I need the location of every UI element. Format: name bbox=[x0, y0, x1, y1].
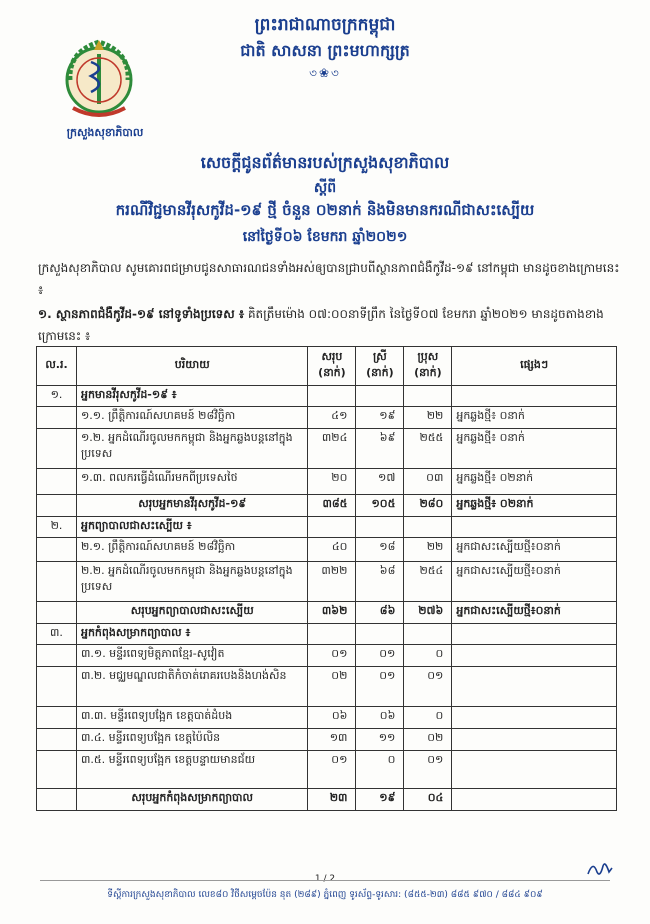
table-row bbox=[37, 562, 617, 602]
row-note: អ្នកឆ្លងថ្មី៖ ០២នាក់ bbox=[452, 495, 617, 517]
row-male: ២៨០ bbox=[404, 495, 452, 517]
row-male: ០៤ bbox=[404, 789, 452, 811]
row-note bbox=[452, 645, 617, 667]
row-female: ០១ bbox=[356, 667, 404, 707]
row-male bbox=[404, 517, 452, 538]
row-total bbox=[308, 386, 356, 407]
row-note: អ្នកជាសះស្បើយថ្មី៖០នាក់ bbox=[452, 562, 617, 602]
row-male: ២៥៤ bbox=[404, 562, 452, 602]
row-number bbox=[37, 602, 77, 624]
row-male bbox=[404, 624, 452, 645]
row-number bbox=[37, 469, 77, 495]
row-description: ១.៣. ពលករធ្វើដំណើរមកពីប្រទេសថៃ bbox=[76, 469, 307, 495]
table-header-row bbox=[37, 347, 617, 386]
row-male: ០២ bbox=[404, 729, 452, 751]
row-female bbox=[356, 517, 404, 538]
row-total: ០១ bbox=[308, 751, 356, 789]
row-male: ២២ bbox=[404, 538, 452, 562]
row-number bbox=[37, 495, 77, 517]
row-note bbox=[452, 789, 617, 811]
row-description: ៣.៣. មន្ទីរពេទ្យបង្អែក ខេត្តបាត់ដំបង bbox=[76, 707, 307, 729]
row-female: ០៦ bbox=[356, 707, 404, 729]
row-female: ១៧ bbox=[356, 469, 404, 495]
row-female: ៨៦ bbox=[356, 602, 404, 624]
row-female: ១៩ bbox=[356, 407, 404, 429]
signature-mark bbox=[585, 858, 615, 880]
row-note bbox=[452, 707, 617, 729]
covid-status-table bbox=[36, 346, 617, 811]
row-note: អ្នកជាសះស្បើយថ្មី៖០នាក់ bbox=[452, 602, 617, 624]
row-total bbox=[308, 624, 356, 645]
col-female: ស្រី (នាក់) bbox=[356, 347, 404, 386]
row-male: ២២ bbox=[404, 407, 452, 429]
notice-topic: ករណីវិជ្ជមានវីរុសកូវីដ-១៩ ថ្មី ចំនួន ០២នាក់ និងមិនមានករណីជាសះស្បើយ bbox=[115, 201, 535, 219]
row-description: ៣.៥. មន្ទីរពេទ្យបង្អែក ខេត្តបន្ទាយមានជ័យ bbox=[76, 751, 307, 789]
table-row bbox=[37, 407, 617, 429]
row-number bbox=[37, 538, 77, 562]
row-description: ៣.១. មន្ទីរពេទ្យមិត្តភាពខ្មែរ-សូវៀត bbox=[76, 645, 307, 667]
table-row bbox=[37, 469, 617, 495]
row-total bbox=[308, 517, 356, 538]
row-description: អ្នកព្យាបាលជាសះស្បើយ ៖ bbox=[76, 517, 307, 538]
row-number bbox=[37, 729, 77, 751]
row-male: ២៥៥ bbox=[404, 429, 452, 469]
row-number bbox=[37, 707, 77, 729]
row-description: ១.២. អ្នកដំណើរចូលមកកម្ពុជា និងអ្នកឆ្លងបន្តនៅក្នុងប្រទេស bbox=[76, 429, 307, 469]
row-description: ៣.២. មជ្ឈមណ្ឌលជាតិកំចាត់រោគរបេងនិងហង់សិន bbox=[76, 667, 307, 707]
row-female: ១០៥ bbox=[356, 495, 404, 517]
row-male bbox=[404, 386, 452, 407]
table-row bbox=[37, 429, 617, 469]
table-row bbox=[37, 707, 617, 729]
notice-subtitle: ស្តីពី bbox=[313, 180, 337, 196]
row-number bbox=[37, 562, 77, 602]
row-total: ៤១ bbox=[308, 407, 356, 429]
row-total: ៣៨៥ bbox=[308, 495, 356, 517]
row-female: ៦៨ bbox=[356, 562, 404, 602]
row-female: ១១ bbox=[356, 729, 404, 751]
ornament: ৩❀৩ bbox=[309, 66, 341, 80]
row-number bbox=[37, 751, 77, 789]
table-summary-row bbox=[37, 602, 617, 624]
row-number bbox=[37, 429, 77, 469]
row-note bbox=[452, 667, 617, 707]
row-number bbox=[37, 407, 77, 429]
row-description: អ្នកមានវីរុសកូវីដ-១៩ ៖ bbox=[76, 386, 307, 407]
row-number: ២. bbox=[37, 517, 77, 538]
row-description: ៣.៤. មន្ទីរពេទ្យបង្អែក ខេត្តប៉ៃលិន bbox=[76, 729, 307, 751]
row-note bbox=[452, 751, 617, 789]
row-description: ២.២. អ្នកដំណើរចូលមកកម្ពុជា និងអ្នកឆ្លងបន្តនៅក្នុងប្រទេស bbox=[76, 562, 307, 602]
row-female bbox=[356, 624, 404, 645]
kingdom-header: ព្រះរាជាណាចក្រកម្ពុជា bbox=[254, 15, 396, 35]
table-summary-row bbox=[37, 495, 617, 517]
row-description: សរុបអ្នកកំពុងសម្រាកព្យាបាល bbox=[76, 789, 307, 811]
col-male: ប្រុស (នាក់) bbox=[404, 347, 452, 386]
table-row bbox=[37, 645, 617, 667]
row-description: សរុបអ្នកព្យាបាលជាសះស្បើយ bbox=[76, 602, 307, 624]
motto-header: ជាតិ សាសនា ព្រះមហាក្សត្រ bbox=[240, 41, 410, 60]
section-1 bbox=[38, 303, 620, 347]
row-note bbox=[452, 517, 617, 538]
footer-address: ទីស្តីការក្រសួងសុខាភិបាល លេខ៨០ វិថីសម្តេចប៉ែន នុត (២៨៩) ភ្នំពេញ ទូរស័ព្ទ-ទូរសារ: (៨៥៥-២៣) ៨៨៥ ៩៧០ / ៨៨៤ ៩០៩ bbox=[107, 890, 543, 900]
row-total: ៣២២ bbox=[308, 562, 356, 602]
table-row bbox=[37, 729, 617, 751]
table-group-row bbox=[37, 624, 617, 645]
row-number: ១. bbox=[37, 386, 77, 407]
row-total: ២៣ bbox=[308, 789, 356, 811]
row-description: ២.១. ព្រឹត្តិការណ៍សហគមន៍ ២៨វិច្ឆិកា bbox=[76, 538, 307, 562]
row-female: ០ bbox=[356, 751, 404, 789]
row-female bbox=[356, 386, 404, 407]
row-total: ០៦ bbox=[308, 707, 356, 729]
row-total: ៣៦២ bbox=[308, 602, 356, 624]
col-no: ល.រ. bbox=[37, 347, 77, 386]
row-description: ១.១. ព្រឹត្តិការណ៍សហគមន៍ ២៨វិច្ឆិកា bbox=[76, 407, 307, 429]
row-female: ៦៩ bbox=[356, 429, 404, 469]
row-male: ០១ bbox=[404, 751, 452, 789]
table-row bbox=[37, 538, 617, 562]
table-summary-row bbox=[37, 789, 617, 811]
col-other: ផ្សេងៗ bbox=[452, 347, 617, 386]
section-1-heading: ១. ស្ថានភាពជំងឺកូវីដ-១៩ នៅទូទាំងប្រទេស ៖ bbox=[38, 307, 245, 321]
row-number bbox=[37, 645, 77, 667]
row-total: ៣២៤ bbox=[308, 429, 356, 469]
ministry-logo bbox=[58, 32, 140, 124]
row-number bbox=[37, 789, 77, 811]
row-number: ៣. bbox=[37, 624, 77, 645]
row-note: អ្នកឆ្លងថ្មី៖ ០នាក់ bbox=[452, 407, 617, 429]
row-total: ០២ bbox=[308, 667, 356, 707]
intro-paragraph: ក្រសួងសុខាភិបាល សូមគោរពជម្រាបជូនសាធារណជនទាំងអស់ឲ្យបានជ្រាបពីស្ថានភាពជំងឺកូវីដ-១៩ នៅកម្ពុជា មានដូចខាងក្រោមនេះ ៖ bbox=[38, 261, 620, 297]
row-male: ០ bbox=[404, 707, 452, 729]
row-note bbox=[452, 729, 617, 751]
row-note bbox=[452, 386, 617, 407]
row-female: ០១ bbox=[356, 645, 404, 667]
row-number bbox=[37, 667, 77, 707]
row-note: អ្នកជាសះស្បើយថ្មី៖០នាក់ bbox=[452, 538, 617, 562]
row-total: ៤០ bbox=[308, 538, 356, 562]
row-female: ១៨ bbox=[356, 538, 404, 562]
notice-title: សេចក្តីជូនព័ត៌មានរបស់ក្រសួងសុខាភិបាល bbox=[200, 153, 450, 172]
row-total: ២០ bbox=[308, 469, 356, 495]
row-description: អ្នកកំពុងសម្រាកព្យាបាល ៖ bbox=[76, 624, 307, 645]
table-row bbox=[37, 667, 617, 707]
row-male: ២៧៦ bbox=[404, 602, 452, 624]
col-description: បរិយាយ bbox=[76, 347, 307, 386]
table-group-row bbox=[37, 517, 617, 538]
table-row bbox=[37, 751, 617, 789]
row-note bbox=[452, 624, 617, 645]
row-male: ០៣ bbox=[404, 469, 452, 495]
notice-date: នៅថ្ងៃទី០៦ ខែមករា ឆ្នាំ២០២១ bbox=[242, 229, 408, 245]
section-1-text: គិតត្រឹមម៉ោង ០៧:០០នាទីព្រឹក នៃថ្ងៃទី០៧ ខែមករា ឆ្នាំ២០២១ មានដូចតាងខាងក្រោមនេះ ៖ bbox=[38, 307, 604, 343]
row-male: ០ bbox=[404, 645, 452, 667]
table-group-row bbox=[37, 386, 617, 407]
row-total: ០១ bbox=[308, 645, 356, 667]
row-note: អ្នកឆ្លងថ្មី៖ ០២នាក់ bbox=[452, 469, 617, 495]
row-note: អ្នកឆ្លងថ្មី៖ ០នាក់ bbox=[452, 429, 617, 469]
row-female: ១៩ bbox=[356, 789, 404, 811]
row-total: ១៣ bbox=[308, 729, 356, 751]
ministry-name: ក្រសួងសុខាភិបាល bbox=[66, 126, 144, 139]
footer-divider bbox=[40, 880, 610, 881]
row-description: សរុបអ្នកមានវីរុសកូវីដ-១៩ bbox=[76, 495, 307, 517]
page-number: 1 / 2 bbox=[314, 874, 336, 884]
row-male: ០១ bbox=[404, 667, 452, 707]
col-total: សរុប (នាក់) bbox=[308, 347, 356, 386]
